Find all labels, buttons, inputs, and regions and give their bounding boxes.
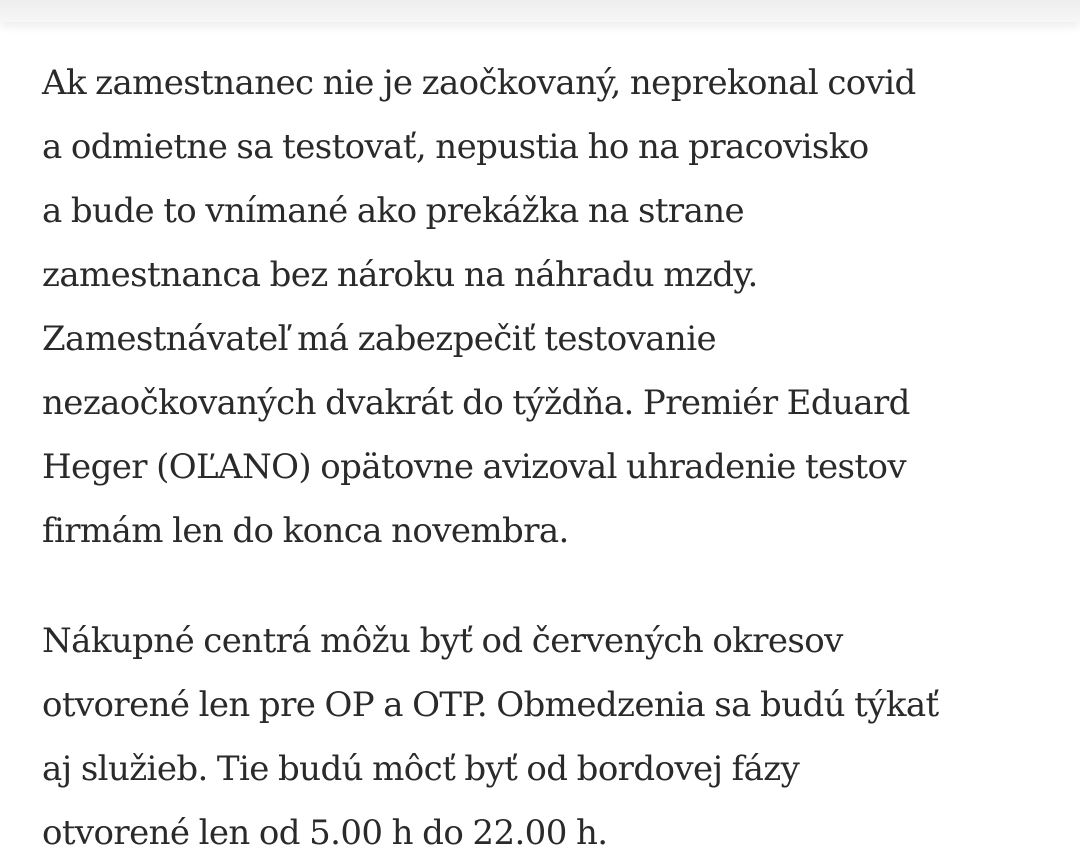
- text-line: aj služieb. Tie budú môcť byť od bordovej fázy: [42, 749, 800, 789]
- text-line: Nákupné centrá môžu byť od červených okresov: [42, 621, 843, 661]
- article-body: [42, 51, 1072, 865]
- text-line: otvorené len pre OP a OTP. Obmedzenia sa budú týkať: [42, 685, 939, 725]
- text-line: firmám len do konca novembra.: [42, 511, 569, 551]
- text-line: Ak zamestnanec nie je zaočkovaný, neprekonal covid: [42, 63, 916, 103]
- text-line: otvorené len od 5.00 h do 22.00 h.: [42, 813, 608, 853]
- paragraph-spacer: [42, 563, 1072, 609]
- text-line: Heger (OĽANO) opätovne avizoval uhradenie testov: [42, 447, 906, 487]
- text-line: nezaočkovaných dvakrát do týždňa. Premiér Eduard: [42, 383, 910, 423]
- paragraph: [42, 51, 1072, 563]
- paragraph: [42, 609, 1072, 865]
- text-line: zamestnanca bez nároku na náhradu mzdy.: [42, 255, 758, 295]
- text-line: a odmietne sa testovať, nepustia ho na pracovisko: [42, 127, 869, 167]
- top-bar: [0, 0, 1080, 22]
- text-line: a bude to vnímané ako prekážka na strane: [42, 191, 745, 231]
- text-line: Zamestnávateľ má zabezpečiť testovanie: [42, 319, 716, 359]
